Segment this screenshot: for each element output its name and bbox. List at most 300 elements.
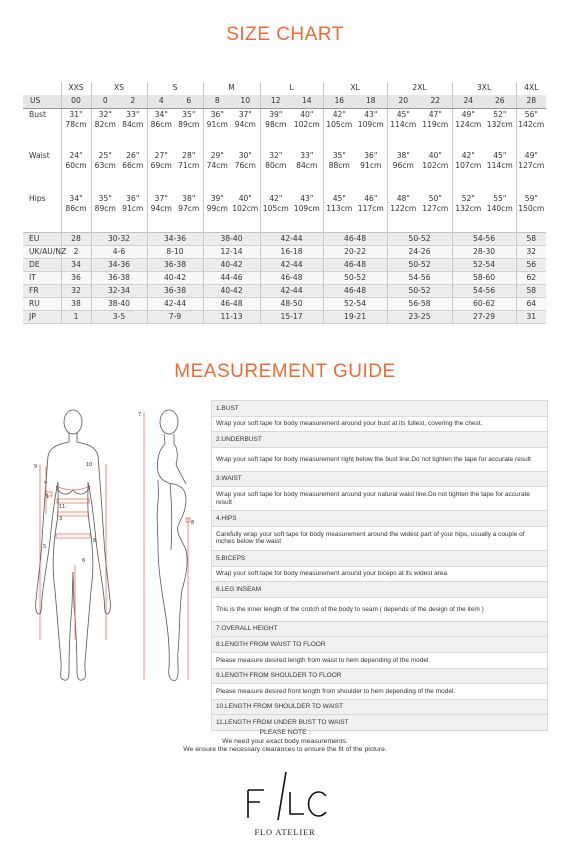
size-group-label: M bbox=[203, 82, 260, 95]
corner-cell bbox=[23, 82, 61, 95]
measurement-cell bbox=[203, 193, 231, 233]
us-size-cell: 14 bbox=[291, 95, 323, 109]
guide-description: Please measure desired front length from shoulder to hem depending of the model. bbox=[212, 684, 548, 700]
cm-value: 142cm bbox=[518, 120, 545, 130]
conversion-cell: 40-42 bbox=[203, 285, 260, 298]
guide-description-row bbox=[212, 487, 548, 511]
guide-heading: 7.OVERALL HEIGHT bbox=[212, 621, 548, 637]
cm-value: 66cm bbox=[122, 161, 144, 171]
cm-value: 107cm bbox=[455, 161, 482, 171]
conversion-row bbox=[23, 272, 546, 285]
inch-value: 52" bbox=[493, 110, 507, 119]
conversion-cell: 58 bbox=[516, 233, 546, 246]
size-group-label: XL bbox=[323, 82, 387, 95]
note-title: PLEASE NOTE : bbox=[259, 729, 311, 736]
measurement-cell bbox=[91, 193, 119, 233]
cm-value: 63cm bbox=[94, 161, 116, 171]
guide-description-row bbox=[212, 416, 548, 432]
inch-value: 29" bbox=[210, 151, 224, 160]
measurement-cell bbox=[323, 109, 355, 151]
inch-value: 45" bbox=[396, 110, 410, 119]
measurement-cell bbox=[260, 150, 291, 193]
conversion-cell: 28 bbox=[61, 233, 91, 246]
measurement-cell bbox=[61, 109, 91, 151]
measurement-cell bbox=[231, 109, 260, 151]
conversion-cell: 40-42 bbox=[147, 272, 203, 285]
size-group-label: 4XL bbox=[516, 82, 546, 95]
us-size-cell: 16 bbox=[323, 95, 355, 109]
front-marker-label: 6 bbox=[82, 558, 86, 564]
guide-heading-row bbox=[212, 637, 548, 653]
cm-value: 109cm bbox=[293, 204, 320, 214]
measurement-cell bbox=[291, 109, 323, 151]
guide-heading: 10.LENGTH FROM SHOULDER TO WAIST bbox=[212, 699, 548, 715]
note-line-1: We need your exact body measurements. bbox=[222, 738, 348, 745]
conversion-cell: 34-36 bbox=[91, 259, 147, 272]
guide-heading: 11.LENGTH FROM UNDER BUST TO WAIST bbox=[212, 715, 548, 731]
conversion-cell: 34-36 bbox=[147, 233, 203, 246]
guide-heading-row bbox=[212, 401, 548, 417]
measurement-cell bbox=[61, 193, 91, 233]
front-marker-label: 4 bbox=[44, 480, 48, 486]
conversion-cell: 46-48 bbox=[203, 298, 260, 311]
conversion-cell: 62 bbox=[516, 272, 546, 285]
guide-heading-row bbox=[212, 432, 548, 448]
size-group-row bbox=[23, 82, 546, 95]
cm-value: 71cm bbox=[178, 161, 200, 171]
inch-value: 49" bbox=[524, 151, 538, 160]
conversion-cell: 32 bbox=[516, 246, 546, 259]
conversion-cell: 46-48 bbox=[323, 285, 387, 298]
inch-value: 55" bbox=[493, 194, 507, 203]
conversion-cell: 19-21 bbox=[323, 311, 387, 324]
conversion-cell: 7-9 bbox=[147, 311, 203, 324]
measurement-row-waist bbox=[23, 150, 546, 193]
cm-value: 94cm bbox=[234, 120, 256, 130]
row-label: EU bbox=[23, 233, 61, 246]
measurement-cell bbox=[516, 193, 546, 233]
front-marker-label: 10 bbox=[86, 462, 93, 468]
inch-value: 39" bbox=[210, 194, 224, 203]
measurement-cell bbox=[119, 109, 147, 151]
cm-value: 119cm bbox=[422, 120, 449, 130]
conversion-cell: 46-48 bbox=[323, 233, 387, 246]
row-label: JP bbox=[23, 311, 61, 324]
conversion-cell: 50-52 bbox=[387, 259, 452, 272]
cm-value: 117cm bbox=[357, 204, 384, 214]
guide-description-row bbox=[212, 526, 548, 550]
measurement-cell bbox=[323, 150, 355, 193]
measurement-cell bbox=[452, 109, 484, 151]
cm-value: 102cm bbox=[232, 204, 259, 214]
cm-value: 69cm bbox=[150, 161, 172, 171]
us-size-cell: 2 bbox=[119, 95, 147, 109]
cm-value: 132cm bbox=[486, 120, 513, 130]
cm-value: 89cm bbox=[94, 204, 116, 214]
cm-value: 114cm bbox=[390, 120, 417, 130]
cm-value: 127cm bbox=[422, 204, 449, 214]
inch-value: 36" bbox=[364, 151, 378, 160]
size-group-label: L bbox=[260, 82, 323, 95]
guide-description: Wrap your soft tape for body measurement around your natural waist line.Do not tighten the tape for accurate result bbox=[212, 487, 548, 511]
conversion-cell: 46-48 bbox=[323, 259, 387, 272]
conversion-cell: 42-44 bbox=[260, 259, 323, 272]
inch-value: 47" bbox=[428, 110, 442, 119]
guide-description-row bbox=[212, 566, 548, 582]
us-size-cell: 28 bbox=[516, 95, 546, 109]
conversion-cell: 23-25 bbox=[387, 311, 452, 324]
guide-description: Wrap your soft tape for body measurement right below the bust line.Do not tighten the tape for accurate result bbox=[212, 447, 548, 471]
measurement-cell bbox=[231, 150, 260, 193]
conversion-cell: 52-54 bbox=[323, 298, 387, 311]
inch-value: 35" bbox=[98, 194, 112, 203]
guide-heading-row bbox=[212, 699, 548, 715]
front-marker-label: 1 bbox=[46, 494, 50, 500]
inch-value: 40" bbox=[238, 194, 252, 203]
inch-value: 46" bbox=[364, 194, 378, 203]
guide-heading: 4.HIPS bbox=[212, 511, 548, 527]
measurement-cell bbox=[91, 150, 119, 193]
inch-value: 45" bbox=[332, 194, 346, 203]
size-chart-table bbox=[23, 82, 546, 324]
conversion-cell: 36-38 bbox=[91, 272, 147, 285]
row-label: UK/AU/NZ bbox=[23, 246, 61, 259]
conversion-cell: 28-30 bbox=[452, 246, 516, 259]
row-label: RU bbox=[23, 298, 61, 311]
inch-value: 48" bbox=[396, 194, 410, 203]
cm-value: 114cm bbox=[486, 161, 513, 171]
cm-value: 91cm bbox=[122, 204, 144, 214]
inch-value: 52" bbox=[461, 194, 475, 203]
measurement-cell bbox=[387, 109, 419, 151]
cm-value: 86cm bbox=[150, 120, 172, 130]
guide-description: Carefully wrap your soft tape for body measurement around the widest part of your hips, usually a couple of inches below the waist bbox=[212, 526, 548, 550]
measurement-cell bbox=[175, 109, 203, 151]
cm-value: 94cm bbox=[150, 204, 172, 214]
size-group-label: XXS bbox=[61, 82, 91, 95]
conversion-cell: 20-22 bbox=[323, 246, 387, 259]
conversion-cell: 54-56 bbox=[452, 233, 516, 246]
conversion-cell: 4-6 bbox=[91, 246, 147, 259]
conversion-cell: 36-38 bbox=[147, 259, 203, 272]
measurement-cell bbox=[61, 150, 91, 193]
cm-value: 89cm bbox=[178, 120, 200, 130]
front-marker-label: 5 bbox=[43, 544, 47, 550]
measurement-cell bbox=[147, 193, 175, 233]
conversion-cell: 50-52 bbox=[387, 233, 452, 246]
conversion-cell: 54-56 bbox=[387, 272, 452, 285]
measurement-cell bbox=[119, 193, 147, 233]
measurement-cell bbox=[355, 109, 387, 151]
conversion-cell: 2 bbox=[61, 246, 91, 259]
guide-heading: 9.LENGTH FROM SHOULDER TO FLOOR bbox=[212, 668, 548, 684]
side-body-figure bbox=[134, 400, 204, 690]
us-size-cell: 20 bbox=[387, 95, 419, 109]
measurement-cell bbox=[147, 109, 175, 151]
cm-value: 140cm bbox=[486, 204, 513, 214]
measurement-cell bbox=[147, 150, 175, 193]
us-size-cell: 8 bbox=[203, 95, 231, 109]
conversion-cell: 16-18 bbox=[260, 246, 323, 259]
cm-value: 113cm bbox=[326, 204, 353, 214]
inch-value: 40" bbox=[428, 151, 442, 160]
guide-heading-row bbox=[212, 511, 548, 527]
conversion-cell: 38-40 bbox=[203, 233, 260, 246]
us-size-row bbox=[23, 95, 546, 109]
guide-heading: 2.UNDERBUST bbox=[212, 432, 548, 448]
inch-value: 28" bbox=[182, 151, 196, 160]
side-marker-label: 8 bbox=[191, 520, 195, 526]
cm-value: 86cm bbox=[65, 204, 87, 214]
measurement-row-bust bbox=[23, 109, 546, 151]
conversion-cell: 30-32 bbox=[91, 233, 147, 246]
measurement-cell bbox=[203, 150, 231, 193]
conversion-cell: 11-13 bbox=[203, 311, 260, 324]
brand-name: FLO ATELIER bbox=[254, 827, 316, 837]
cm-value: 150cm bbox=[518, 204, 545, 214]
cm-value: 60cm bbox=[65, 161, 87, 171]
inch-value: 42" bbox=[332, 110, 346, 119]
guide-heading: 6.LEG INSEAM bbox=[212, 582, 548, 598]
conversion-cell: 48-50 bbox=[260, 298, 323, 311]
measurement-cell bbox=[291, 193, 323, 233]
size-group-label: 2XL bbox=[387, 82, 452, 95]
cm-value: 82cm bbox=[94, 120, 116, 130]
front-marker-label: 11 bbox=[59, 504, 66, 510]
measurement-cell bbox=[323, 193, 355, 233]
measurement-cell bbox=[291, 150, 323, 193]
measurement-cell bbox=[419, 193, 452, 233]
guide-heading: 8.LENGTH FROM WAIST TO FLOOR bbox=[212, 637, 548, 653]
measurement-cell bbox=[452, 150, 484, 193]
us-size-cell: 10 bbox=[231, 95, 260, 109]
cm-value: 91cm bbox=[360, 161, 382, 171]
conversion-cell: 24-26 bbox=[387, 246, 452, 259]
us-size-cell: 18 bbox=[355, 95, 387, 109]
guide-description: This is the inner length of the crotch of the body to seam ( depends of the design of the item ) bbox=[212, 597, 548, 621]
conversion-row bbox=[23, 233, 546, 246]
inch-value: 59" bbox=[524, 194, 538, 203]
measurement-cell bbox=[355, 193, 387, 233]
guide-heading-row bbox=[212, 668, 548, 684]
conversion-cell: 34 bbox=[61, 259, 91, 272]
inch-value: 32" bbox=[98, 110, 112, 119]
inch-value: 35" bbox=[332, 151, 346, 160]
measurement-cell bbox=[419, 109, 452, 151]
conversion-cell: 42-44 bbox=[147, 298, 203, 311]
us-size-cell: 26 bbox=[484, 95, 516, 109]
us-size-cell: 12 bbox=[260, 95, 291, 109]
conversion-cell: 50-52 bbox=[323, 272, 387, 285]
conversion-cell: 32 bbox=[61, 285, 91, 298]
inch-value: 34" bbox=[154, 110, 168, 119]
conversion-cell: 15-17 bbox=[260, 311, 323, 324]
conversion-cell: 12-14 bbox=[203, 246, 260, 259]
size-chart-title: SIZE CHART bbox=[226, 24, 344, 45]
conversion-cell: 58-60 bbox=[452, 272, 516, 285]
side-marker-label: 7 bbox=[138, 412, 142, 418]
cm-value: 97cm bbox=[178, 204, 200, 214]
cm-value: 105cm bbox=[326, 120, 353, 130]
inch-value: 26" bbox=[126, 151, 140, 160]
inch-value: 39" bbox=[269, 110, 283, 119]
cm-value: 84cm bbox=[122, 120, 144, 130]
us-size-cell: 0 bbox=[91, 95, 119, 109]
guide-description-row bbox=[212, 447, 548, 471]
size-group-label: 3XL bbox=[452, 82, 516, 95]
us-size-cell: 24 bbox=[452, 95, 484, 109]
cm-value: 78cm bbox=[65, 120, 87, 130]
conversion-row bbox=[23, 259, 546, 272]
us-size-cell: 4 bbox=[147, 95, 175, 109]
conversion-cell: 60-62 bbox=[452, 298, 516, 311]
size-group-label: XS bbox=[91, 82, 147, 95]
guide-heading: 5.BICEPS bbox=[212, 550, 548, 566]
conversion-row bbox=[23, 298, 546, 311]
inch-value: 36" bbox=[210, 110, 224, 119]
conversion-cell: 42-44 bbox=[260, 233, 323, 246]
cm-value: 91cm bbox=[206, 120, 228, 130]
inch-value: 34" bbox=[69, 194, 83, 203]
inch-value: 32" bbox=[269, 151, 283, 160]
cm-value: 99cm bbox=[206, 204, 228, 214]
conversion-cell: 56-58 bbox=[387, 298, 452, 311]
us-size-cell: 22 bbox=[419, 95, 452, 109]
cm-value: 132cm bbox=[455, 204, 482, 214]
size-group-label: S bbox=[147, 82, 203, 95]
front-body-figure bbox=[28, 400, 118, 690]
guide-description-row bbox=[212, 597, 548, 621]
inch-value: 42" bbox=[269, 194, 283, 203]
conversion-cell: 58 bbox=[516, 285, 546, 298]
measurement-cell bbox=[484, 109, 516, 151]
measurement-cell bbox=[516, 150, 546, 193]
measurement-guide-table bbox=[211, 400, 548, 731]
conversion-cell: 50-52 bbox=[387, 285, 452, 298]
measurement-cell bbox=[355, 150, 387, 193]
inch-value: 50" bbox=[428, 194, 442, 203]
cm-value: 74cm bbox=[206, 161, 228, 171]
inch-value: 24" bbox=[69, 151, 83, 160]
flo-atelier-logo bbox=[238, 768, 332, 824]
measurement-cell bbox=[175, 150, 203, 193]
measurement-cell bbox=[387, 193, 419, 233]
inch-value: 37" bbox=[238, 110, 252, 119]
conversion-cell: 3-5 bbox=[91, 311, 147, 324]
cm-value: 122cm bbox=[390, 204, 417, 214]
conversion-cell: 64 bbox=[516, 298, 546, 311]
inch-value: 56" bbox=[524, 110, 538, 119]
front-marker-label: 8 bbox=[93, 538, 97, 544]
conversion-cell: 42-44 bbox=[260, 285, 323, 298]
inch-value: 37" bbox=[154, 194, 168, 203]
measurement-cell bbox=[260, 193, 291, 233]
inch-value: 43" bbox=[364, 110, 378, 119]
guide-description-row bbox=[212, 684, 548, 700]
guide-heading: 3.WAIST bbox=[212, 471, 548, 487]
conversion-cell: 52-54 bbox=[452, 259, 516, 272]
cm-value: 98cm bbox=[265, 120, 287, 130]
row-label: IT bbox=[23, 272, 61, 285]
row-label: Bust bbox=[29, 110, 46, 119]
inch-value: 38" bbox=[182, 194, 196, 203]
inch-value: 45" bbox=[493, 151, 507, 160]
cm-value: 102cm bbox=[293, 120, 320, 130]
measurement-cell bbox=[260, 109, 291, 151]
measurement-guide-title: MEASUREMENT GUIDE bbox=[174, 361, 396, 382]
measurement-cell bbox=[419, 150, 452, 193]
inch-value: 33" bbox=[126, 110, 140, 119]
conversion-row bbox=[23, 311, 546, 324]
inch-value: 42" bbox=[461, 151, 475, 160]
cm-value: 84cm bbox=[296, 161, 318, 171]
guide-heading-row bbox=[212, 582, 548, 598]
conversion-cell: 56 bbox=[516, 259, 546, 272]
cm-value: 96cm bbox=[392, 161, 414, 171]
measurement-cell bbox=[387, 150, 419, 193]
inch-value: 36" bbox=[126, 194, 140, 203]
guide-heading-row bbox=[212, 471, 548, 487]
inch-value: 30" bbox=[238, 151, 252, 160]
inch-value: 49" bbox=[461, 110, 475, 119]
row-label: Hips bbox=[29, 194, 46, 203]
front-marker-label: 9 bbox=[34, 464, 38, 470]
conversion-cell: 46-48 bbox=[260, 272, 323, 285]
cm-value: 102cm bbox=[422, 161, 449, 171]
conversion-cell: 32-34 bbox=[91, 285, 147, 298]
cm-value: 76cm bbox=[234, 161, 256, 171]
guide-heading-row bbox=[212, 550, 548, 566]
measurement-cell bbox=[516, 109, 546, 151]
inch-value: 38" bbox=[396, 151, 410, 160]
guide-description-row bbox=[212, 652, 548, 668]
inch-value: 25" bbox=[98, 151, 112, 160]
cm-value: 124cm bbox=[455, 120, 482, 130]
inch-value: 35" bbox=[182, 110, 196, 119]
cm-value: 80cm bbox=[265, 161, 287, 171]
measurement-cell bbox=[119, 150, 147, 193]
conversion-cell: 40-42 bbox=[203, 259, 260, 272]
inch-value: 31" bbox=[69, 110, 83, 119]
inch-value: 27" bbox=[154, 151, 168, 160]
row-label: Waist bbox=[29, 151, 50, 160]
conversion-cell: 1 bbox=[61, 311, 91, 324]
measurement-cell bbox=[452, 193, 484, 233]
inch-value: 43" bbox=[300, 194, 314, 203]
note-line-2: We ensure the necessary clearances to ensure the fit of the picture. bbox=[183, 746, 387, 753]
measurement-cell bbox=[175, 193, 203, 233]
row-label: FR bbox=[23, 285, 61, 298]
us-size-cell: 00 bbox=[61, 95, 91, 109]
measurement-cell bbox=[484, 193, 516, 233]
conversion-cell: 38 bbox=[61, 298, 91, 311]
row-label: DE bbox=[23, 259, 61, 272]
guide-description: Please measure desired length from waist to hem depending of the model bbox=[212, 652, 548, 668]
guide-description: Wrap your soft tape for body measurement around your bust at its fullest, covering the chest. bbox=[212, 416, 548, 432]
guide-heading-row bbox=[212, 621, 548, 637]
conversion-row bbox=[23, 285, 546, 298]
measurement-cell bbox=[231, 193, 260, 233]
conversion-cell: 38-40 bbox=[91, 298, 147, 311]
front-marker-label: 3 bbox=[59, 516, 63, 522]
cm-value: 127cm bbox=[518, 161, 545, 171]
conversion-row bbox=[23, 246, 546, 259]
row-label: US bbox=[23, 95, 61, 109]
conversion-cell: 8-10 bbox=[147, 246, 203, 259]
inch-value: 33" bbox=[300, 151, 314, 160]
guide-heading: 1.BUST bbox=[212, 401, 548, 417]
conversion-cell: 31 bbox=[516, 311, 546, 324]
